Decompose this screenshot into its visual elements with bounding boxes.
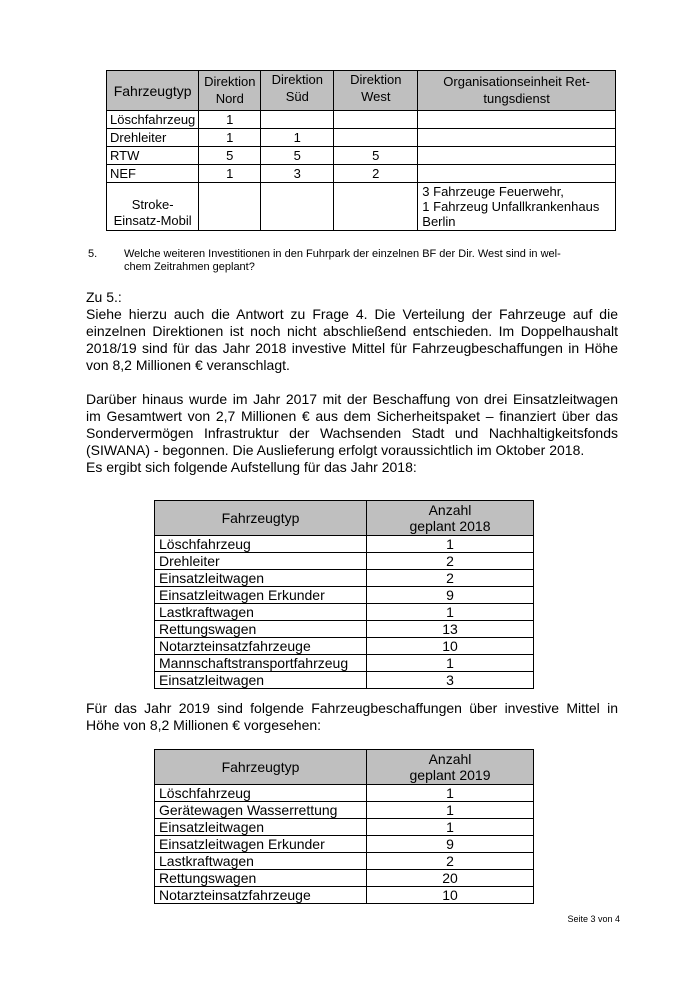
page-number: Seite 3 von 4 [567,914,620,924]
cell-type: Einsatzleitwagen Erkunder [155,836,367,853]
table-row [155,672,534,689]
header-fahrzeugtyp: Fahrzeugtyp [107,71,199,111]
cell-count: 20 [367,870,534,887]
paragraph-2019: Für das Jahr 2019 sind folgende Fahrzeugbeschaffungen über investive Mittel in Höhe von 8,2 Millionen € vorgesehen: [86,700,618,733]
cell-org [418,147,616,165]
answer-paragraph-1: Siehe hierzu auch die Antwort zu Frage 4. Die Verteilung der Fahrzeuge auf die einzelnen Direktionen ist noch nicht abschließend entschieden. Im Doppelhaushalt 2018/19 sind für das Jahr 2018 investive Mittel für Fahrzeugbeschaffungen in Höhe von 8,2 Millionen € veranschlagt. [86,306,618,373]
table-row [107,147,616,165]
answer-paragraph-3: Es ergibt sich folgende Aufstellung für das Jahr 2018: [86,459,417,475]
cell-type: Notarzteinsatzfahrzeuge [155,887,367,904]
cell-nord: 1 [199,111,261,129]
table-row [155,604,534,621]
cell-sued [261,111,334,129]
header-fahrzeugtyp: Fahrzeugtyp [155,501,367,536]
table-row [155,870,534,887]
cell-count: 3 [367,672,534,689]
table-header-row [155,501,534,536]
cell-type: Lastkraftwagen [155,604,367,621]
question-text: Welche weiteren Investitionen in den Fuhrpark der einzelnen BF der Dir. West sind in wel- chem Zeitrahmen geplant? [124,248,561,273]
table-row [155,638,534,655]
table-header-row [107,71,616,111]
cell-count: 10 [367,887,534,904]
cell-count: 2 [367,853,534,870]
cell-type: Löschfahrzeug [155,785,367,802]
cell-type: Mannschaftstransportfahrzeug [155,655,367,672]
cell-type: Löschfahrzeug [155,536,367,553]
question-number: 5. [88,248,98,260]
table-row [155,587,534,604]
header-anzahl: Anzahl geplant 2018 [367,501,534,536]
table-row [155,570,534,587]
table-row [155,553,534,570]
cell-type: Stroke- Einsatz-Mobil [107,183,199,231]
header-fahrzeugtyp: Fahrzeugtyp [155,750,367,785]
cell-count: 1 [367,785,534,802]
planned-2018-table [154,500,534,689]
table-row [155,853,534,870]
cell-count: 10 [367,638,534,655]
table-row [155,819,534,836]
table-header-row [155,750,534,785]
cell-type: Einsatzleitwagen Erkunder [155,587,367,604]
cell-west [334,129,418,147]
header-anzahl: Anzahl geplant 2019 [367,750,534,785]
cell-nord [199,183,261,231]
header-organisationseinheit: Organisationseinheit Ret- tungsdienst [418,71,616,111]
header-direktion-west: Direktion West [334,71,418,111]
cell-nord: 5 [199,147,261,165]
cell-sued [261,183,334,231]
cell-nord: 1 [199,165,261,183]
cell-west: 2 [334,165,418,183]
cell-type: Drehleiter [107,129,199,147]
cell-type: Einsatzleitwagen [155,819,367,836]
header-direktion-sued: Direktion Süd [261,71,334,111]
cell-count: 1 [367,536,534,553]
cell-count: 2 [367,570,534,587]
cell-count: 1 [367,655,534,672]
cell-west: 5 [334,147,418,165]
cell-type: NEF [107,165,199,183]
table-row [107,183,616,231]
cell-count: 9 [367,587,534,604]
table-row [155,655,534,672]
cell-sued: 3 [261,165,334,183]
cell-type: Löschfahrzeug [107,111,199,129]
cell-count: 1 [367,604,534,621]
vehicle-distribution-table [106,70,616,231]
planned-2019-table [154,749,534,904]
table-row [155,887,534,904]
table-row [155,836,534,853]
cell-type: Drehleiter [155,553,367,570]
cell-org [418,111,616,129]
table-row [107,111,616,129]
header-direktion-nord: Direktion Nord [199,71,261,111]
table-row [155,536,534,553]
cell-type: Gerätewagen Wasserrettung [155,802,367,819]
cell-type: RTW [107,147,199,165]
table-row [155,621,534,638]
cell-count: 13 [367,621,534,638]
cell-count: 9 [367,836,534,853]
cell-count: 2 [367,553,534,570]
answer-heading: Zu 5.: [86,289,122,305]
cell-org: 3 Fahrzeuge Feuerwehr, 1 Fahrzeug Unfallkrankenhaus Berlin [418,183,616,231]
cell-count: 1 [367,819,534,836]
question-5 [88,248,608,274]
table-row [155,802,534,819]
cell-west [334,111,418,129]
cell-nord: 1 [199,129,261,147]
cell-type: Einsatzleitwagen [155,672,367,689]
cell-org [418,165,616,183]
cell-type: Rettungswagen [155,870,367,887]
cell-count: 1 [367,802,534,819]
cell-type: Notarzteinsatzfahrzeuge [155,638,367,655]
cell-type: Lastkraftwagen [155,853,367,870]
table-row [155,785,534,802]
table-row [107,129,616,147]
cell-type: Rettungswagen [155,621,367,638]
cell-org [418,129,616,147]
table-row [107,165,616,183]
cell-sued: 1 [261,129,334,147]
cell-west [334,183,418,231]
answer-paragraph-2: Darüber hinaus wurde im Jahr 2017 mit der Beschaffung von drei Einsatzleitwagen im Gesamtwert von 2,7 Millionen € aus dem Sicherheitspaket – finanziert über das Sondervermögen Infrastruktur der Wachsenden Stadt und Nachhaltigkeitsfonds (SIWANA) - begonnen. Die Auslieferung erfolgt voraussichtlich im Oktober 2018. [86,391,618,458]
cell-sued: 5 [261,147,334,165]
cell-type: Einsatzleitwagen [155,570,367,587]
